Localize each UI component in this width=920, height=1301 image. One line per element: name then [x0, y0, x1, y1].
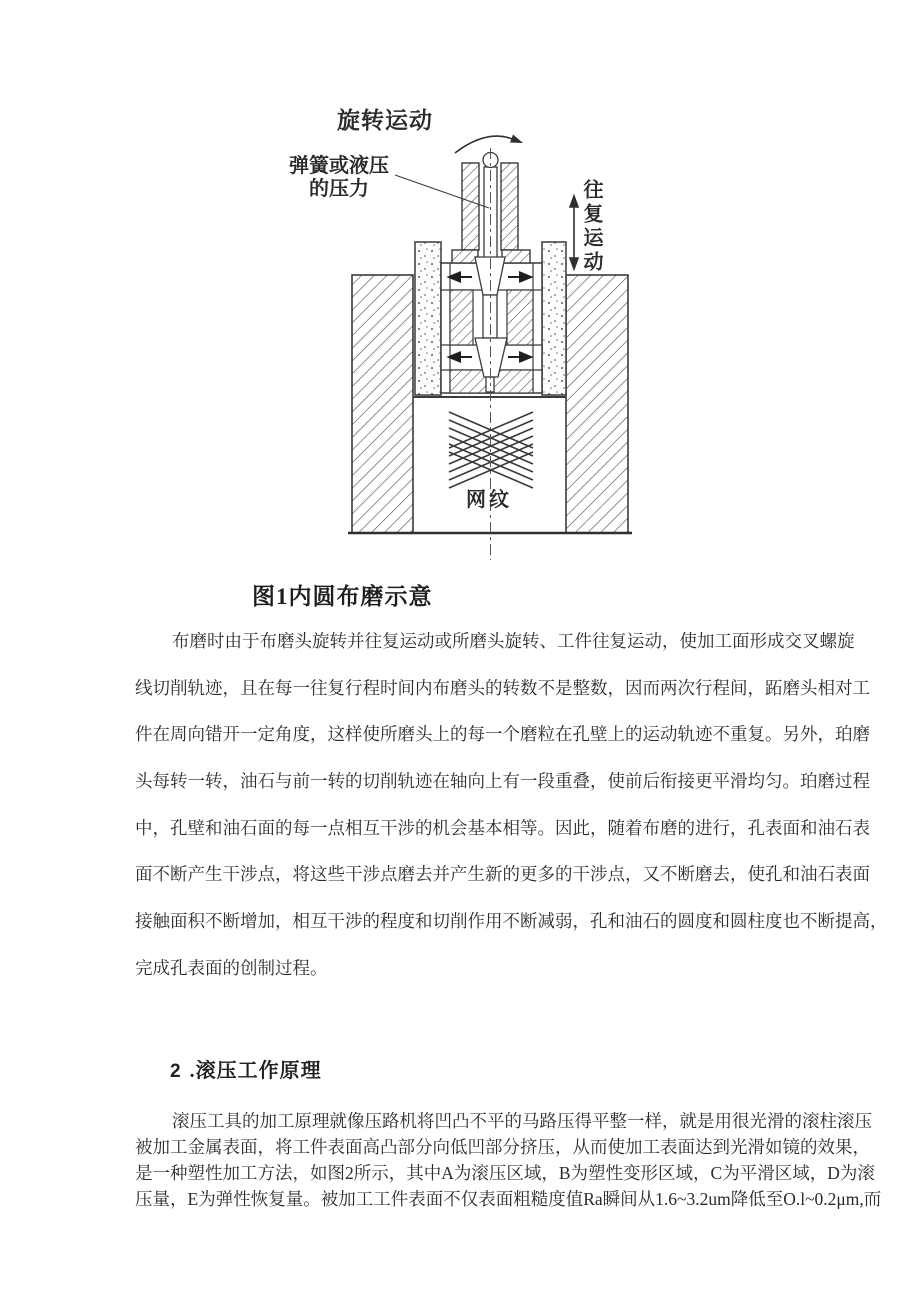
body-line: 面不断产生干涉点，将这些干涉点磨去并产生新的更多的干涉点，又不断磨去，使孔和油石表面	[135, 864, 870, 885]
body-line: 中，孔壁和油石面的每一点相互干涉的机会基本相等。因此，随着布磨的进行，孔表面和油石表	[135, 817, 870, 838]
figure1-caption: 图1内圆布磨示意	[252, 584, 433, 609]
reciprocation-motion-label: 往复运动	[580, 179, 602, 275]
body-line: 完成孔表面的创制过程。	[135, 957, 328, 978]
paragraph-honing-principle	[135, 630, 888, 1004]
section2-title: .滚压工作原理	[189, 1060, 322, 1082]
spring-pressure-label	[281, 155, 397, 201]
spring-pressure-label-line1: 弹簧或液压	[289, 155, 389, 177]
rotation-motion-label: 旋转运动	[337, 108, 433, 133]
body-line: 被加工金属表面，将工件表面高凸部分向低凹部分挤压，从而使加工表面达到光滑如镜的效果，	[135, 1137, 870, 1157]
body-line: 布磨时由于布磨头旋转并往复运动或所磨头旋转、工件往复运动，使加工面形成交叉螺旋	[172, 631, 855, 651]
body-line: 件在周向错开一定角度，这样使所磨头上的每一个磨粒在孔壁上的运动轨迹不重复。另外，珀磨	[135, 724, 870, 745]
mesh-pattern-label: 网纹	[466, 489, 512, 511]
body-line: 线切削轨迹，且在每一往复行程时间内布磨头的转数不是整数，因而两次行程间，跖磨头相对工	[135, 677, 870, 698]
rotation-arrow	[455, 135, 523, 154]
section2-number: 2	[170, 1061, 181, 1082]
body-line: 滚压工具的加工原理就像压路机将凹凸不平的马路压得平整一样，就是用很光滑的滚柱滚压	[172, 1111, 872, 1131]
spring-pressure-label-line2: 的压力	[309, 178, 369, 200]
paragraph-rolling-principle	[135, 1108, 882, 1212]
body-line: 压量，E为弹性恢复量。被加工工件表面不仅表面粗糙度值Ra瞬间从1.6~3.2um降低至O.l~0.2μm,而	[135, 1189, 882, 1209]
body-line: 是一种塑性加工方法，如图2所示，其中A为滚压区域，B为塑性变形区域，C为平滑区域，D为滚	[135, 1163, 875, 1183]
body-line: 接触面积不断增加，相互干涉的程度和切削作用不断减弱，孔和油石的圆度和圆柱度也不断提高，	[135, 911, 888, 932]
body-line: 头每转一转，油石与前一转的切削轨迹在轴向上有一段重叠，使前后衔接更平滑均匀。珀磨过程	[135, 771, 870, 792]
section2-heading	[135, 1058, 322, 1084]
